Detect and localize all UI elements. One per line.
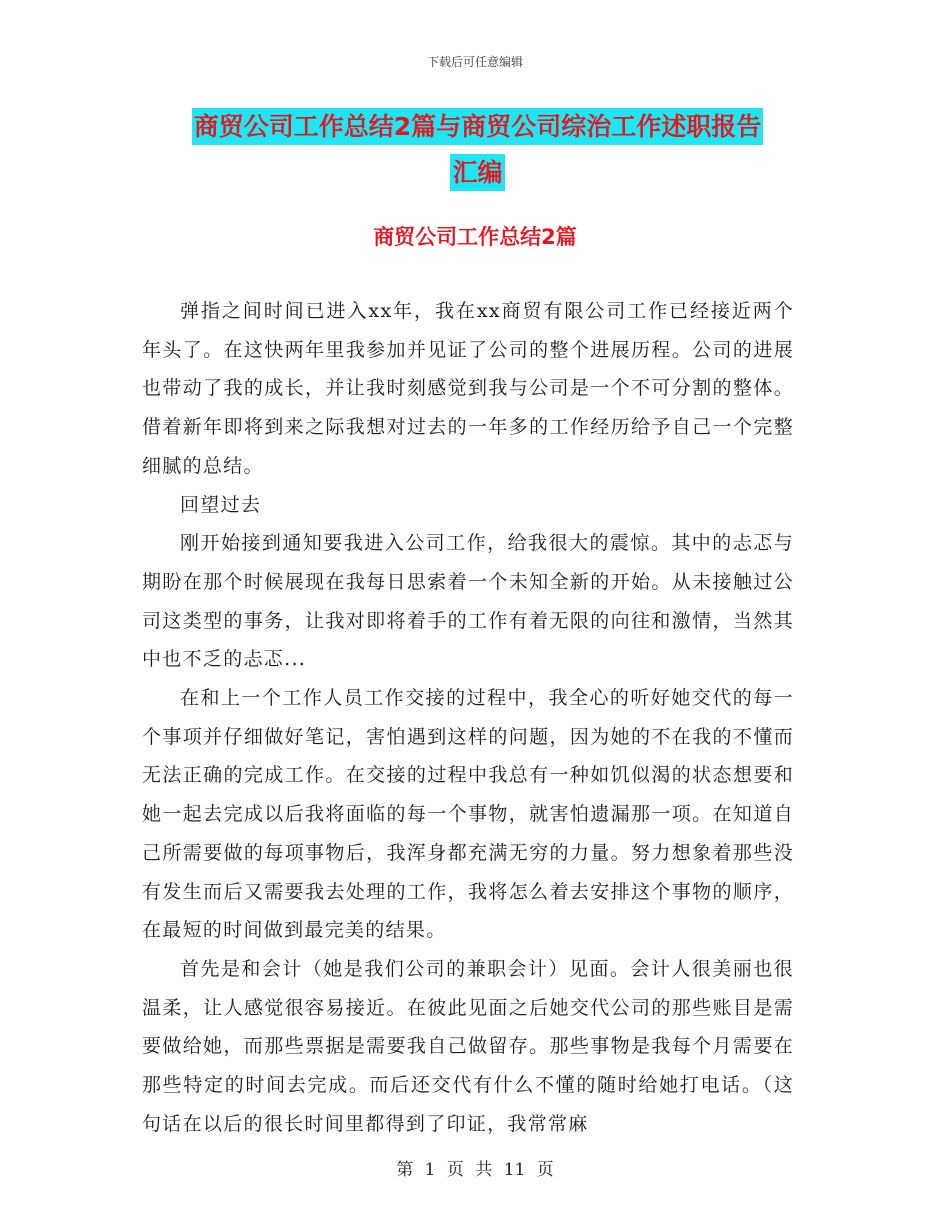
paragraph: 在和上一个工作人员工作交接的过程中，我全心的听好她交代的每一个事项并仔细做好笔记，害怕遇到这样的问题，因为她的不在我的不懂而无法正确的完成工作。在交接的过程中我总有一种如饥似渴的状态想要和她一起去完成以后我将面临的每一个事物，就害怕遗漏那一项。在知道自己所需要做的每项事物后，我浑身都充满无穷的力量。努力想象着那些没有发生而后又需要我去处理的工作，我将怎么着去安排这个事物的顺序，在最短的时间做到最完美的结果。 <box>142 687 794 942</box>
paragraph-heading: 回望过去 <box>180 493 262 516</box>
paragraph: 首先是和会计（她是我们公司的兼职会计）见面。会计人很美丽也很温柔，让人感觉很容易接近。在彼此见面之后她交代公司的那些账目是需要做给她，而那些票据是需要我自己做留存。那些事物是我每个月需要在那些特定的时间去完成。而后还交代有什么不懂的随时给她打电话。（这句话在以后的很长时间里都得到了印证，我常常麻 <box>142 957 794 1135</box>
title-line-1: 商贸公司工作总结2篇与商贸公司综治工作述职报告 <box>192 108 763 145</box>
page-number-footer: 第 1 页 共 11 页 <box>396 1160 554 1180</box>
document-body <box>142 292 794 1143</box>
document-title <box>140 104 815 196</box>
paragraph: 弹指之间时间已进入xx年，我在xx商贸有限公司工作已经接近两个年头了。在这快两年里我参加并见证了公司的整个进展历程。公司的进展也带动了我的成长，并让我时刻感觉到我与公司是一个不可分割的整体。借着新年即将到来之际我想对过去的一年多的工作经历给予自己一个完整细腻的总结。 <box>142 300 794 477</box>
header-note: 下载后可任意编辑 <box>426 55 523 69</box>
title-line-2: 汇编 <box>450 154 504 191</box>
paragraph: 刚开始接到通知要我进入公司工作，给我很大的震惊。其中的忐忑与期盼在那个时候展现在我每日思索着一个未知全新的开始。从未接触过公司这类型的事务，让我对即将着手的工作有着无限的向往和激情，当然其中也不乏的忐忑... <box>142 532 794 671</box>
section-title: 商贸公司工作总结2篇 <box>373 225 577 249</box>
